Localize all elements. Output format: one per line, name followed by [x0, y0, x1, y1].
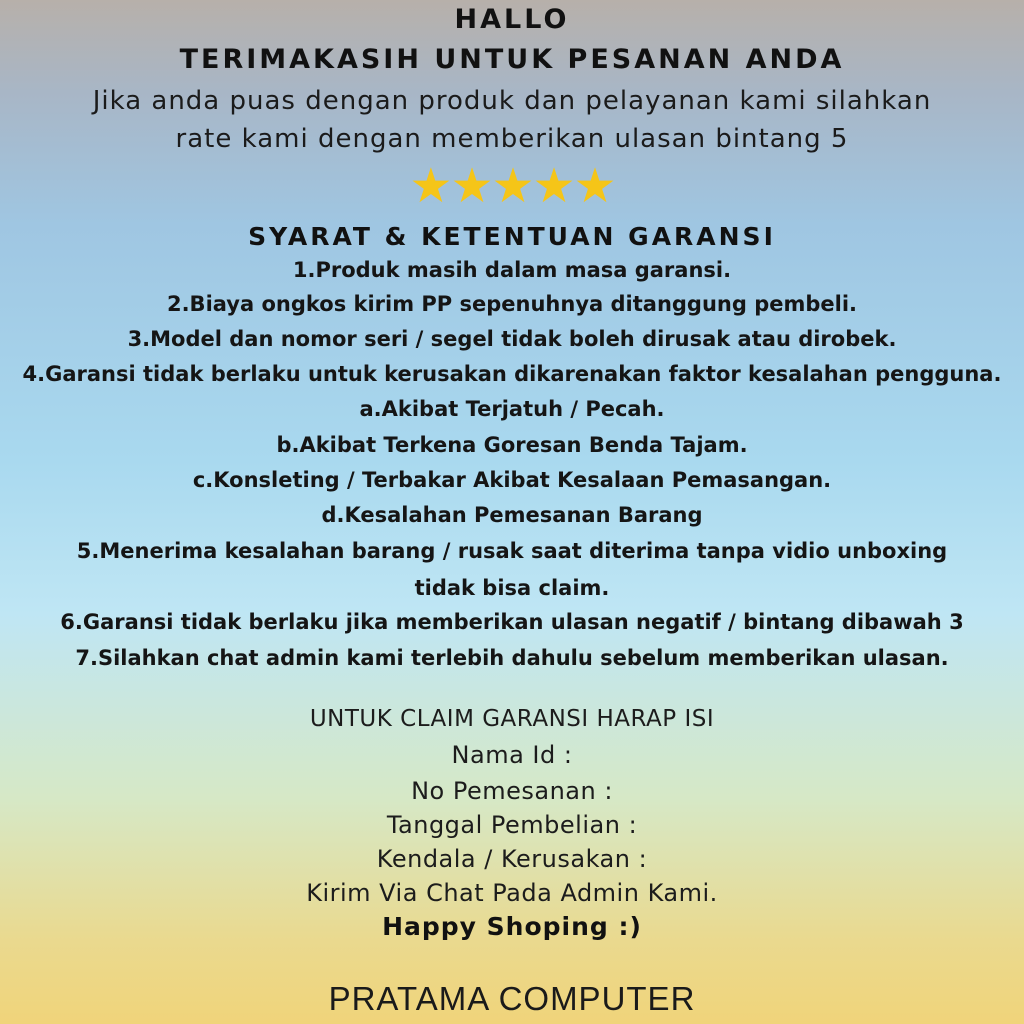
terms-title: SYARAT & KETENTUAN GARANSI — [248, 222, 776, 251]
terms-item: b.Akibat Terkena Goresan Benda Tajam. — [276, 433, 748, 457]
claim-field: Nama Id : — [451, 741, 573, 769]
claim-field: Tanggal Pembelian : — [386, 811, 638, 839]
terms-item: tidak bisa claim. — [414, 576, 610, 600]
claim-field: Kirim Via Chat Pada Admin Kami. — [306, 879, 718, 907]
terms-item: 1.Produk masih dalam masa garansi. — [292, 258, 732, 282]
star-rating — [0, 158, 1024, 214]
thanks-heading: TERIMAKASIH UNTUK PESANAN ANDA — [179, 44, 845, 75]
terms-item: 3.Model dan nomor seri / segel tidak boleh dirusak atau dirobek. — [127, 327, 897, 351]
intro-text-line1: Jika anda puas dengan produk dan pelayanan kami silahkan — [92, 86, 932, 116]
star-icon: ★ — [409, 158, 451, 214]
star-icon: ★ — [491, 158, 533, 214]
claim-field: No Pemesanan : — [411, 777, 613, 805]
terms-item: 2.Biaya ongkos kirim PP sepenuhnya ditanggung pembeli. — [166, 292, 858, 316]
star-icon: ★ — [573, 158, 615, 214]
intro-text-line2: rate kami dengan memberikan ulasan bintang 5 — [175, 124, 849, 154]
star-icon: ★ — [450, 158, 492, 214]
brand-name: PRATAMA COMPUTER — [328, 980, 696, 1017]
star-icon: ★ — [532, 158, 574, 214]
terms-item: 6.Garansi tidak berlaku jika memberikan ulasan negatif / bintang dibawah 3 — [60, 610, 964, 634]
claim-field: Kendala / Kerusakan : — [376, 845, 648, 873]
terms-item: a.Akibat Terjatuh / Pecah. — [359, 397, 665, 421]
terms-item: d.Kesalahan Pemesanan Barang — [321, 503, 703, 527]
greeting-heading: HALLO — [454, 4, 570, 35]
terms-item: 4.Garansi tidak berlaku untuk kerusakan dikarenakan faktor kesalahan pengguna. — [22, 362, 1002, 386]
claim-heading: UNTUK CLAIM GARANSI HARAP ISI — [309, 706, 715, 732]
terms-item: 5.Menerima kesalahan barang / rusak saat diterima tanpa vidio unboxing — [76, 539, 948, 563]
closing-message: Happy Shoping :) — [382, 912, 642, 941]
terms-item: 7.Silahkan chat admin kami terlebih dahulu sebelum memberikan ulasan. — [75, 646, 949, 670]
terms-item: c.Konsleting / Terbakar Akibat Kesalaan Pemasangan. — [192, 468, 832, 492]
